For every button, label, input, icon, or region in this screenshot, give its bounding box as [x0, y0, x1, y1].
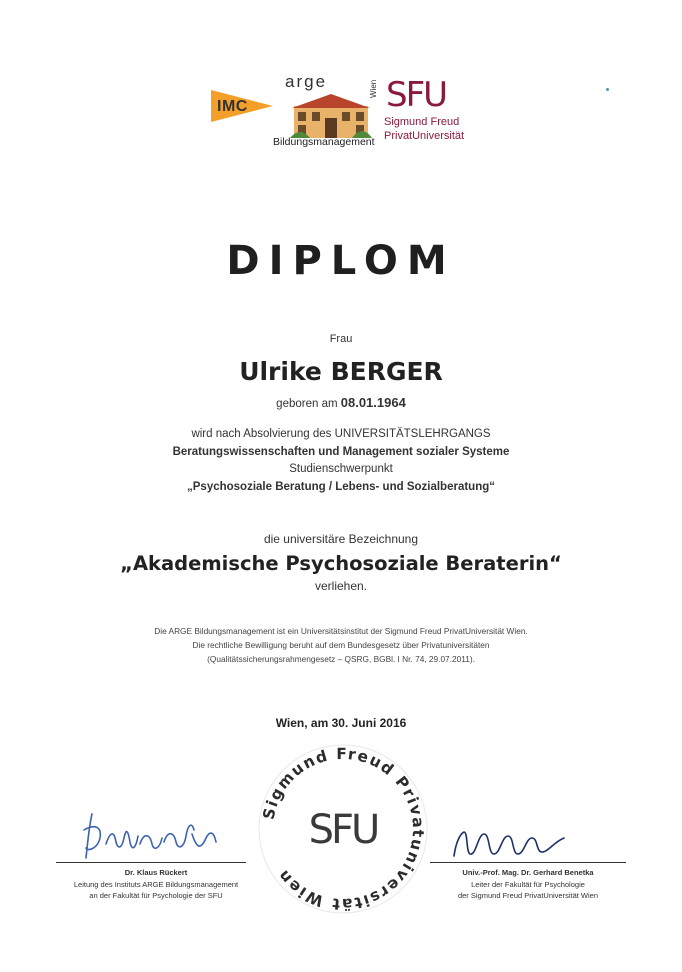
birth-prefix: geboren am — [276, 398, 338, 410]
place-date: Wien, am 30. Juni 2016 — [275, 716, 407, 730]
signatory-role: der Sigmund Freud PrivatUniversität Wien — [457, 891, 599, 900]
arge-bildungsmanagement-label: Bildungsmanagement — [273, 136, 375, 148]
building-illustration-icon — [290, 92, 372, 138]
fine-print-line: (Qualitätssicherungsrahmengesetz – QSRG, BGBl. I Nr. 74, 29.07.2011). — [207, 654, 475, 664]
signatory-role: Leitung des Instituts ARGE Bildungsmanagement — [73, 879, 239, 889]
arge-logo — [205, 72, 380, 152]
sfu-name-line1: Sigmund Freud — [384, 116, 460, 128]
signatory-name: Dr. Klaus Rückert — [124, 868, 188, 877]
diploma-title: DIPLOM — [226, 238, 456, 284]
imc-label: IMC — [217, 98, 248, 115]
sfu-name-line2: PrivatUniversität — [384, 130, 465, 142]
signature-block-right — [422, 867, 634, 902]
focus-name: „Psychosoziale Beratung / Lebens- und Sozialberatung“ — [187, 481, 495, 493]
arge-wien-label: Wien — [369, 79, 378, 98]
completion-text: wird nach Absolvierung des UNIVERSITÄTSLEHRGANGS — [191, 428, 491, 440]
svg-text:Sigmund Freud Privatuniversitä: Sigmund Freud Privatuniversität Wien — [259, 744, 428, 914]
signature-block-left — [56, 867, 256, 902]
degree-intro: die universitäre Bezeichnung — [263, 532, 419, 546]
svg-text:SFU: SFU — [386, 75, 446, 112]
fine-print-line: Die rechtliche Bewilligung beruht auf dem Bundesgesetz über Privatuniversitäten — [192, 640, 490, 650]
focus-label: Studienschwerpunkt — [289, 463, 393, 475]
signature-right-icon — [450, 812, 570, 868]
sfu-logo — [384, 74, 514, 154]
university-seal-icon — [254, 740, 432, 918]
ink-dot — [606, 88, 609, 91]
signature-line-right — [430, 862, 626, 863]
signatory-name: Univ.-Prof. Mag. Dr. Gerhard Benetka — [462, 868, 594, 877]
signatory-role: an der Fakultät für Psychologie der SFU — [89, 891, 223, 900]
degree-title: „Akademische Psychosoziale Beraterin“ — [120, 552, 562, 575]
arge-word: arge — [285, 72, 328, 91]
birth-date: 08.01.1964 — [340, 395, 406, 410]
signature-left-icon — [80, 808, 230, 864]
svg-text:SFU: SFU — [308, 807, 378, 853]
recipient-name: Ulrike BERGER — [239, 357, 443, 386]
signatory-role: Leiter der Fakultät für Psychologie — [471, 879, 585, 889]
signature-line-left — [56, 862, 246, 863]
fine-print-line: Die ARGE Bildungsmanagement ist ein Universitätsinstitut der Sigmund Freud PrivatUniversität Wien. — [154, 626, 528, 636]
sfu-monogram-icon — [384, 74, 446, 112]
conferred-text: verliehen. — [314, 579, 368, 593]
salutation: Frau — [329, 333, 353, 345]
program-name: Beratungswissenschaften und Management sozialer Systeme — [172, 446, 510, 458]
birth-line — [0, 395, 682, 410]
